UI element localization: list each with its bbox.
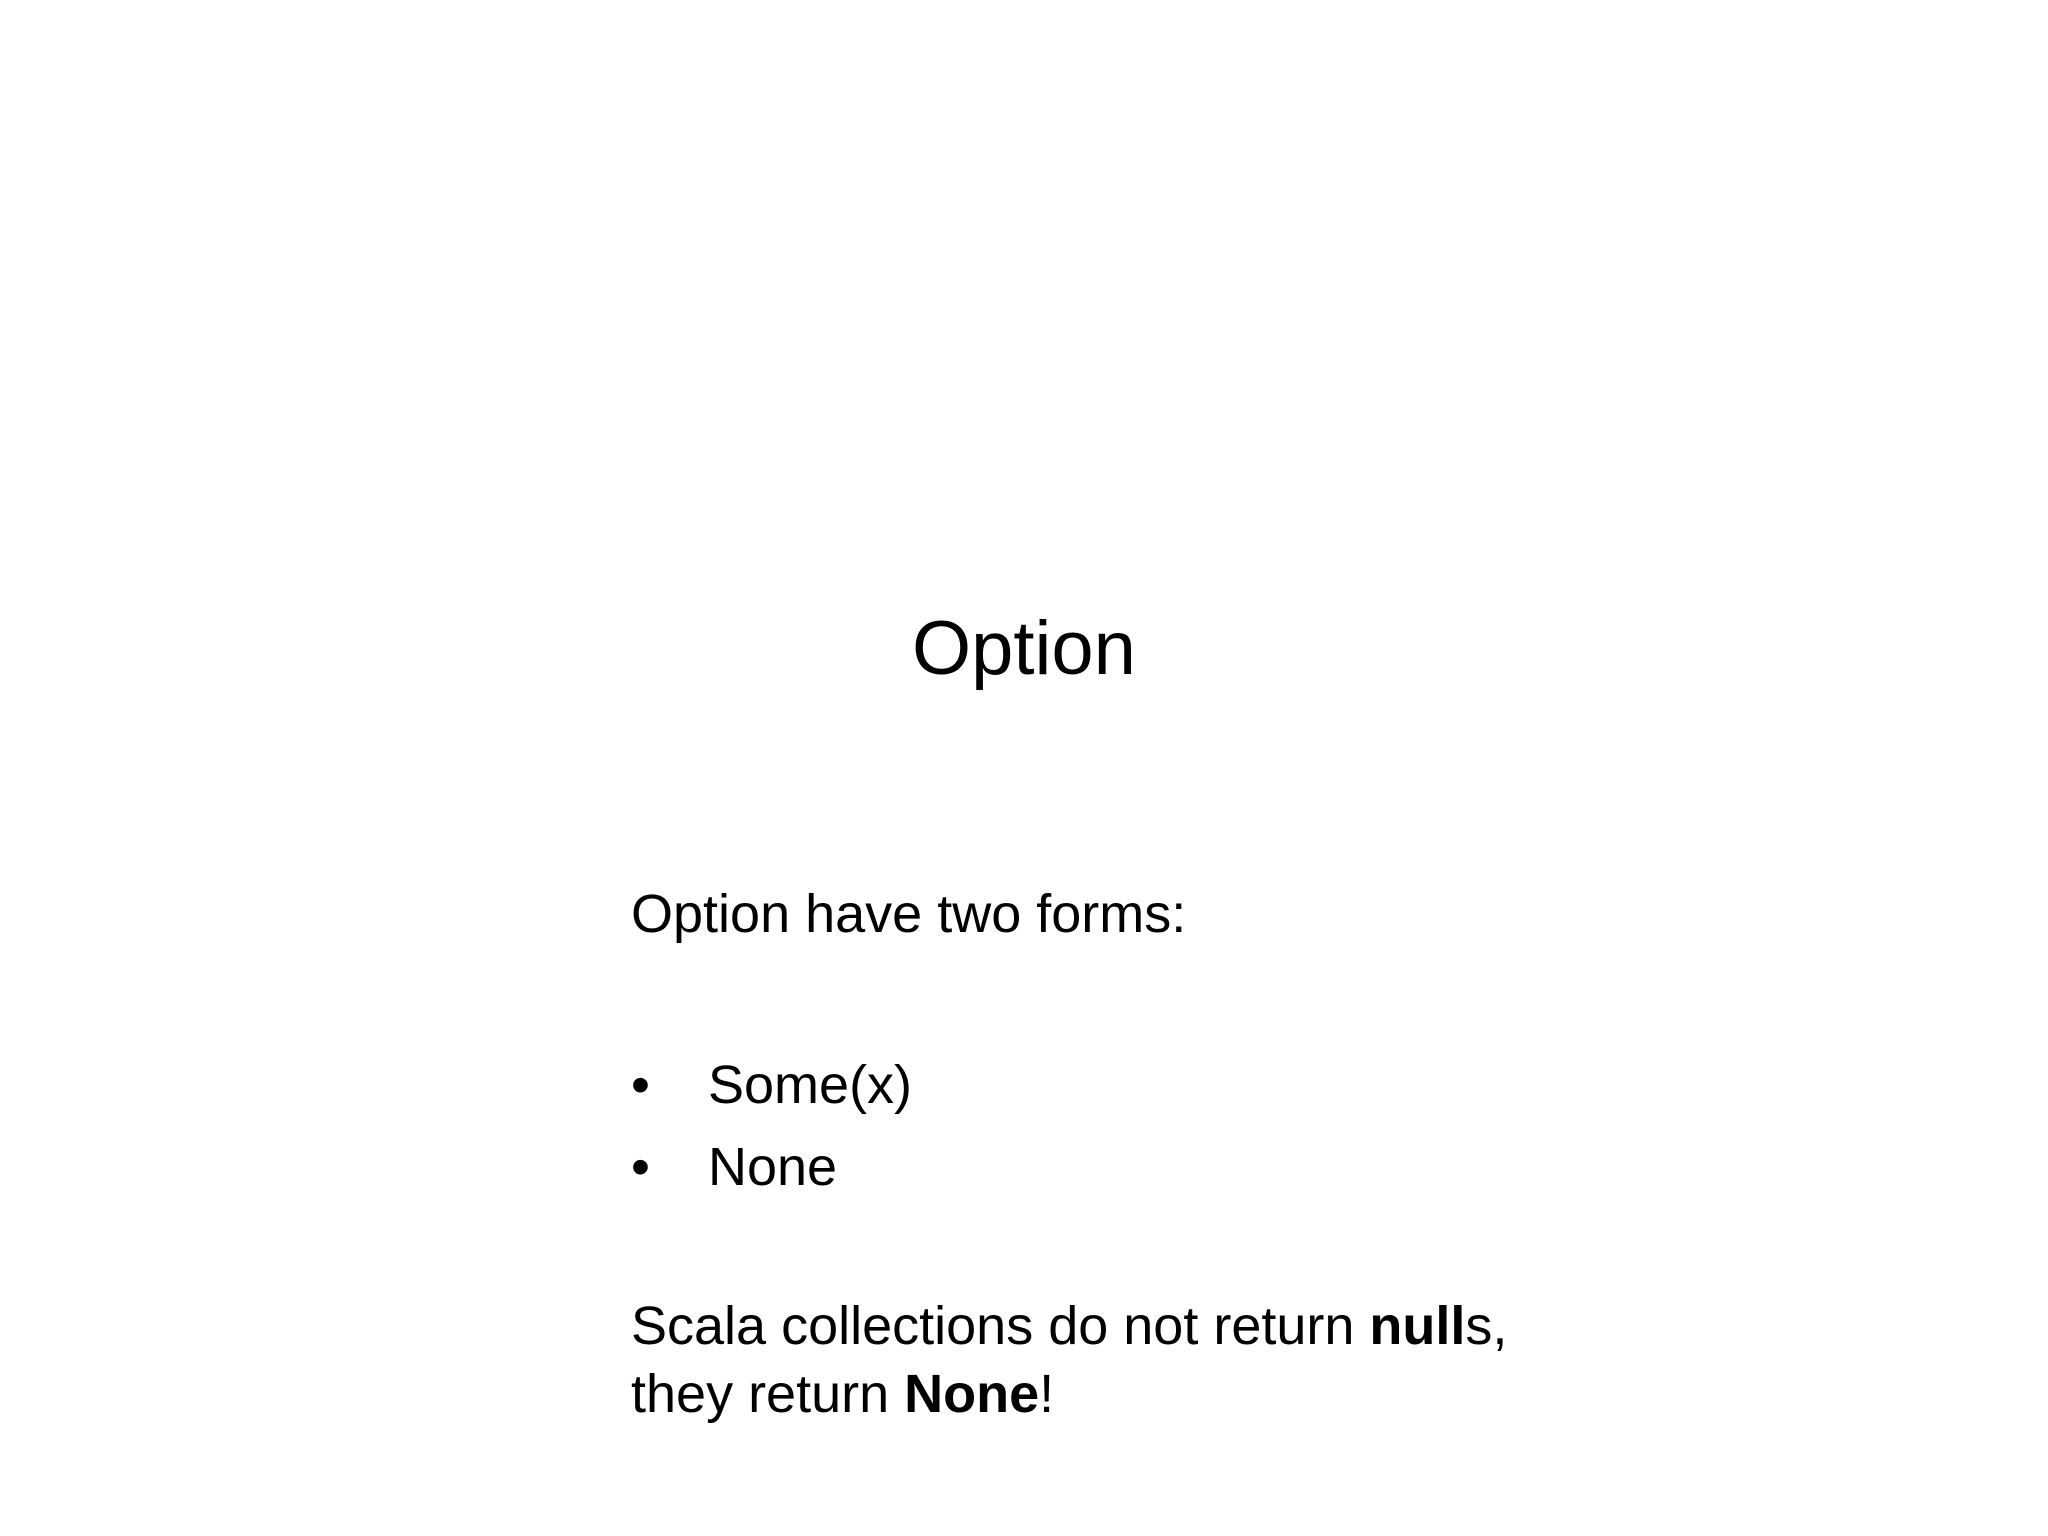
list-item	[631, 1126, 1831, 1208]
note-line1-bold: null	[1369, 1296, 1466, 1356]
bullet-label: None	[708, 1137, 838, 1197]
note-text	[631, 1292, 1831, 1428]
list-item	[631, 1044, 1831, 1126]
note-line2-prefix: they return	[631, 1364, 905, 1424]
slide-title: Option	[912, 606, 1136, 691]
bullet-icon: •	[631, 1137, 650, 1197]
intro-text: Option have two forms:	[631, 884, 1187, 944]
note-line1-prefix: Scala collections do not return	[631, 1296, 1370, 1356]
slide-body	[631, 880, 1831, 1428]
bullet-list	[631, 1044, 1831, 1208]
bullet-icon: •	[631, 1055, 650, 1115]
note-line2-suffix: !	[1039, 1364, 1055, 1424]
note-line2-bold: None	[904, 1364, 1040, 1424]
bullet-label: Some(x)	[708, 1055, 913, 1115]
note-line1-suffix: s,	[1465, 1296, 1508, 1356]
